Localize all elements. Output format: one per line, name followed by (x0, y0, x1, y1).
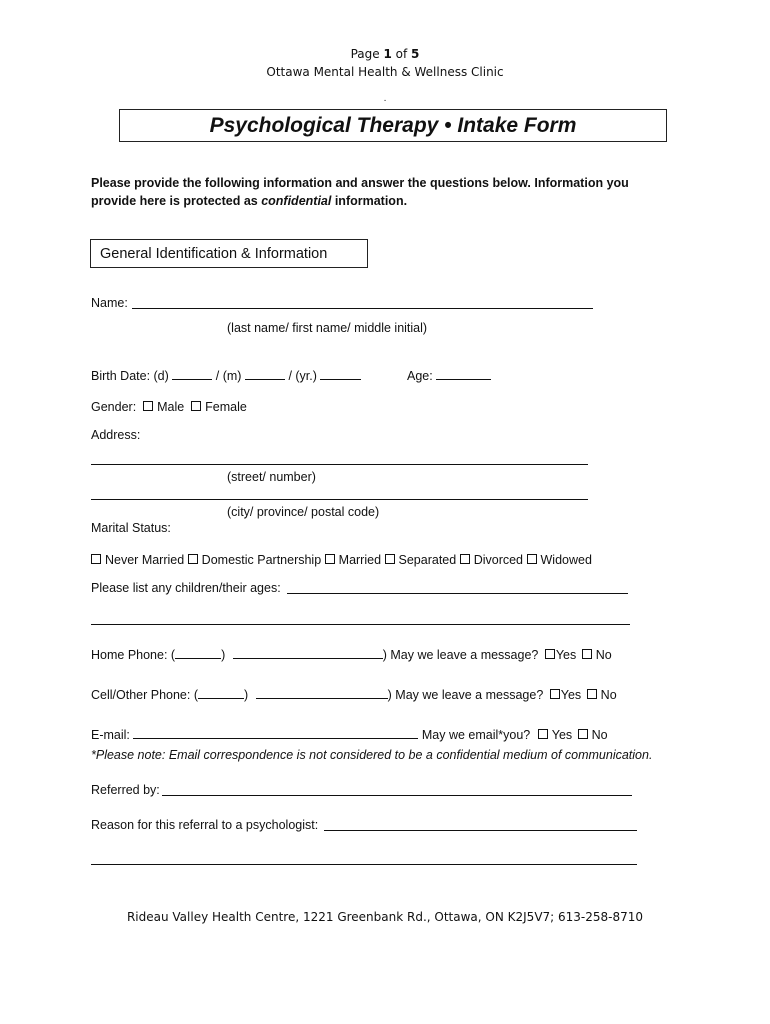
no-label: No (591, 728, 608, 742)
street-field[interactable] (91, 464, 588, 465)
no-label: No (595, 648, 612, 662)
checkbox-email-yes[interactable] (538, 729, 548, 739)
checkbox-email-no[interactable] (578, 729, 588, 739)
footer-address: Rideau Valley Health Centre, 1221 Greenbank Rd., Ottawa, ON K2J5V7; 613-258-8710 (126, 910, 644, 924)
home-phone-row: Home Phone: ( ) ) May we leave a message? Yes No (91, 648, 612, 662)
address-label: Address: (91, 428, 141, 442)
age-label: Age: (407, 369, 433, 383)
checkbox-home-no[interactable] (582, 649, 592, 659)
age-field[interactable] (436, 369, 491, 380)
checkbox-divorced[interactable] (460, 554, 470, 564)
gender-label: Gender: (91, 400, 137, 414)
section-heading: General Identification & Information (90, 239, 368, 268)
gender-female-label: Female (205, 400, 247, 414)
home-phone-label: Home Phone: ( (91, 648, 176, 662)
marital-option-label: Married (338, 553, 382, 567)
birth-day-label: Birth Date: (d) (91, 369, 169, 383)
checkbox-cell-no[interactable] (587, 689, 597, 699)
gender-male-label: Male (157, 400, 185, 414)
checkbox-cell-yes[interactable] (550, 689, 560, 699)
header-dot: . (383, 94, 387, 104)
checkbox-female[interactable] (191, 401, 201, 411)
marital-option-label: Widowed (540, 553, 592, 567)
cell-phone-row: Cell/Other Phone: ( ) ) May we leave a message? Yes No (91, 688, 617, 702)
marital-label: Marital Status: (91, 521, 171, 535)
checkbox-domestic-partnership[interactable] (188, 554, 198, 564)
checkbox-male[interactable] (143, 401, 153, 411)
cell-area-code-field[interactable] (198, 688, 244, 699)
checkbox-married[interactable] (325, 554, 335, 564)
reason-label: Reason for this referral to a psychologist: (91, 818, 319, 832)
email-field[interactable] (133, 728, 418, 739)
email-row (91, 728, 608, 742)
checkbox-separated[interactable] (385, 554, 395, 564)
checkbox-never-married[interactable] (91, 554, 101, 564)
birth-month-label: / (m) (215, 369, 242, 383)
birth-month-field[interactable] (245, 369, 285, 380)
email-label: E-mail: (91, 728, 130, 742)
birth-year-label: / (yr.) (288, 369, 317, 383)
gender-row (91, 400, 247, 414)
page-indicator: Page 1 of 5 (350, 47, 420, 61)
home-phone-field[interactable] (233, 648, 383, 659)
marital-option-label: Separated (398, 553, 457, 567)
checkbox-home-yes[interactable] (545, 649, 555, 659)
birth-date-row (91, 369, 361, 383)
name-hint: (last name/ first name/ middle initial) (227, 321, 428, 335)
marital-options (91, 553, 592, 567)
name-field[interactable] (132, 308, 593, 309)
yes-label: Yes (551, 728, 573, 742)
cell-message-question: ) May we leave a message? (387, 688, 544, 702)
home-area-code-field[interactable] (175, 648, 221, 659)
reason-field-2[interactable] (91, 864, 637, 865)
city-hint: (city/ province/ postal code) (227, 505, 380, 519)
checkbox-widowed[interactable] (527, 554, 537, 564)
yes-label: Yes (555, 648, 577, 662)
birth-day-field[interactable] (172, 369, 212, 380)
marital-option-label: Domestic Partnership (201, 553, 322, 567)
email-note: *Please note: Email correspondence is not considered to be a confidential medium of communication. (91, 748, 653, 762)
intro-line-2: provide here is protected as confidential information. (91, 194, 408, 208)
clinic-name: Ottawa Mental Health & Wellness Clinic (266, 65, 504, 79)
reason-field[interactable] (324, 830, 637, 831)
children-field-2[interactable] (91, 624, 630, 625)
cell-phone-field[interactable] (256, 688, 388, 699)
children-field[interactable] (287, 593, 628, 594)
form-title: Psychological Therapy • Intake Form (119, 109, 667, 142)
cell-phone-label: Cell/Other Phone: ( (91, 688, 198, 702)
age-row (407, 369, 491, 383)
marital-option-label: Never Married (105, 553, 185, 567)
marital-option-label: Divorced (473, 553, 524, 567)
intro-line-1: Please provide the following information and answer the questions below. Information you (91, 176, 629, 190)
yes-label: Yes (560, 688, 582, 702)
intro-text (91, 174, 671, 210)
no-label: No (600, 688, 617, 702)
birth-year-field[interactable] (320, 369, 361, 380)
name-label: Name: (91, 296, 128, 310)
home-message-question: ) May we leave a message? (382, 648, 539, 662)
city-field[interactable] (91, 499, 588, 500)
street-hint: (street/ number) (227, 470, 316, 484)
email-question: May we email*you? (421, 728, 531, 742)
referred-field[interactable] (162, 795, 632, 796)
children-label: Please list any children/their ages: (91, 581, 281, 595)
referred-label: Referred by: (91, 783, 160, 797)
